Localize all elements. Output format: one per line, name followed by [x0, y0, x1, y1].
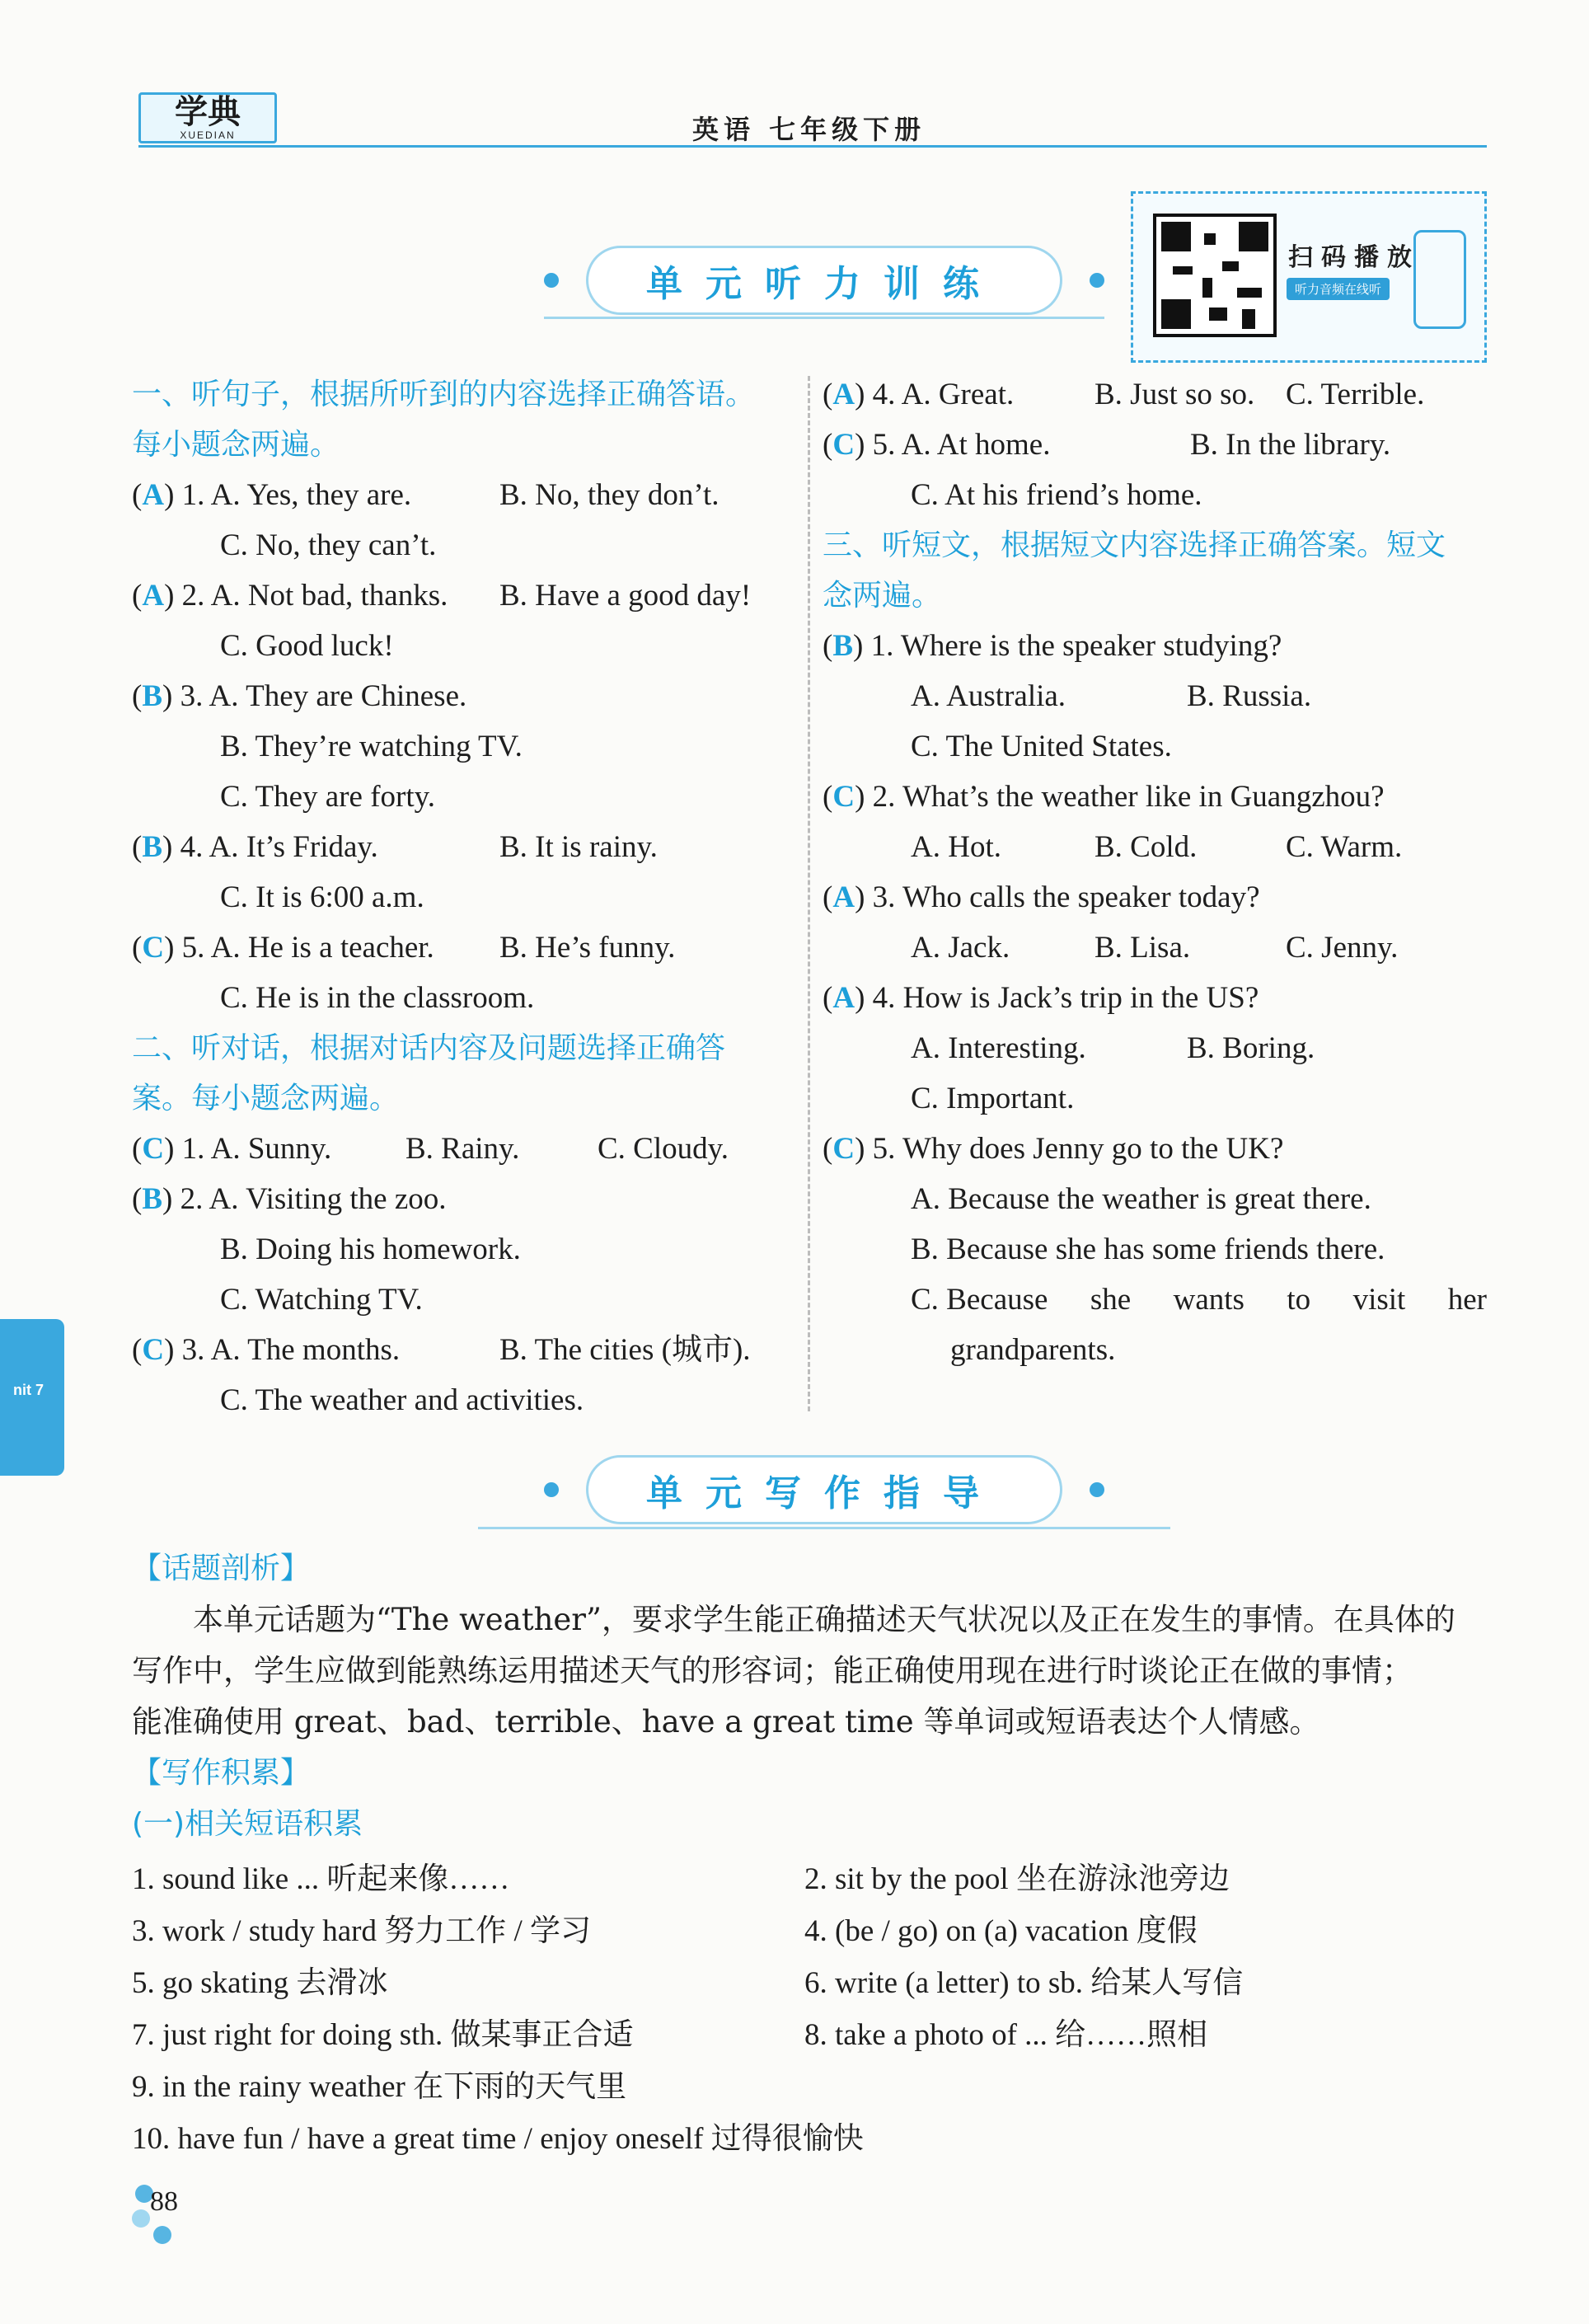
option-line: A. Jack. B. Lisa. C. Jenny. [911, 931, 1399, 965]
option-line: A. Australia. B. Russia. [911, 679, 1312, 713]
qr-code-icon[interactable] [1153, 214, 1277, 337]
phrase-item: 3. work / study hard 努力工作 / 学习 [132, 1914, 592, 1948]
banner-pill [586, 246, 1062, 315]
question-row: (C) 5. Why does Jenny go to the UK? [823, 1132, 1284, 1166]
option-line: C. The United States. [911, 730, 1172, 763]
question-row: (C) 2. What’s the weather like in Guangzhou? [823, 780, 1385, 814]
option-line: C. At his friend’s home. [911, 478, 1202, 512]
part3-heading: 三、听短文，根据短文内容选择正确答案。短文 [823, 528, 1446, 562]
option-line: A. Interesting. B. Boring. [911, 1031, 1315, 1065]
answer: C [832, 1132, 855, 1166]
option-line: C. They are forty. [220, 780, 435, 814]
option-line: C. The weather and activities. [220, 1383, 584, 1417]
option-line: B. They’re watching TV. [220, 730, 523, 763]
answer: A [832, 378, 855, 411]
topic-heading: 【话题剖析】 [132, 1552, 311, 1585]
question-row: (C) 1. A. Sunny. B. Rainy. C. Cloudy. [132, 1132, 729, 1166]
option-line: C. Because she wants to visit her [911, 1283, 1487, 1317]
topic-line: 本单元话题为“The weather”，要求学生能正确描述天气状况以及正在发生的事情。在具体的 [193, 1602, 1455, 1637]
question-row: (B) 3. A. They are Chinese. [132, 679, 467, 713]
option-line: grandparents. [950, 1333, 1116, 1367]
phrase-item: 10. have fun / have a great time / enjoy oneself 过得很愉快 [132, 2122, 864, 2156]
page-deco-icon [153, 2226, 171, 2244]
page-deco-icon [132, 2209, 150, 2228]
writing-banner [527, 1444, 1121, 1535]
unit-side-tab[interactable] [0, 1319, 64, 1476]
option-line: A. Because the weather is great there. [911, 1182, 1371, 1216]
answer: A [142, 478, 165, 512]
qr-label: 扫码播放 [1288, 243, 1420, 272]
phrase-item: 2. sit by the pool 坐在游泳池旁边 [804, 1862, 1230, 1896]
answer: A [832, 880, 855, 914]
logo-sub-text: XUEDIAN [180, 129, 236, 141]
topic-analysis [132, 1543, 1493, 1850]
question-row: (B) 4. A. It’s Friday. B. It is rainy. [132, 830, 658, 864]
part3-heading-cont: 念两遍。 [823, 579, 942, 613]
phrase-item: 6. write (a letter) to sb. 给某人写信 [804, 1966, 1244, 2000]
publisher-logo [138, 92, 277, 143]
listening-right-column [823, 369, 1490, 1375]
answer: C [142, 1333, 165, 1367]
option-line: B. Because she has some friends there. [911, 1232, 1385, 1266]
answer: C [832, 780, 855, 814]
logo-main-text: 学典 [175, 92, 241, 131]
unit-side-tab-label: nit 7 [13, 1382, 45, 1398]
option-line: A. Hot. B. Cold. C. Warm. [911, 830, 1403, 864]
answer: B [832, 629, 854, 663]
option-line: C. He is in the classroom. [220, 981, 535, 1015]
answer: C [832, 428, 855, 462]
question-row: (A) 3. Who calls the speaker today? [823, 880, 1260, 914]
part1-heading-cont: 每小题念两遍。 [132, 428, 340, 462]
part1-heading: 一、听句子，根据所听到的内容选择正确答语。 [132, 378, 756, 411]
option-line: C. Important. [911, 1082, 1075, 1115]
qr-audio-badge[interactable] [1131, 191, 1487, 363]
phrase-item: 7. just right for doing sth. 做某事正合适 [132, 2018, 634, 2052]
answer: A [832, 981, 855, 1015]
listening-banner-title: 单元听力训练 [646, 263, 1002, 305]
writing-banner-title: 单元写作指导 [646, 1472, 1002, 1514]
question-row: (B) 1. Where is the speaker studying? [823, 629, 1282, 663]
phrase-item: 4. (be / go) on (a) vacation 度假 [804, 1914, 1198, 1948]
question-row: (A) 4. How is Jack’s trip in the US? [823, 981, 1259, 1015]
qr-sublabel: 听力音频在线听 [1287, 278, 1390, 300]
option-line: B. Doing his homework. [220, 1232, 521, 1266]
option-line: C. It is 6:00 a.m. [220, 880, 424, 914]
phrases-heading: (一)相关短语积累 [132, 1807, 363, 1841]
answer: A [142, 579, 165, 613]
banner-left-dot [544, 273, 559, 288]
banner-pill [586, 1455, 1062, 1524]
question-row: (A) 2. A. Not bad, thanks. B. Have a good day! [132, 579, 752, 613]
question-row: (C) 5. A. He is a teacher. B. He’s funny. [132, 931, 676, 965]
question-row: (A) 4. A. Great. B. Just so so. C. Terrible. [823, 378, 1425, 411]
answer: B [142, 679, 163, 713]
phrase-item: 9. in the rainy weather 在下雨的天气里 [132, 2070, 627, 2104]
option-line: C. Good luck! [220, 629, 394, 663]
banner-right-dot [1090, 1482, 1104, 1497]
column-divider [808, 376, 810, 1411]
answer: B [142, 830, 163, 864]
listening-banner [527, 235, 1121, 326]
listening-left-column [132, 369, 799, 1425]
book-title: 英语 七年级下册 [692, 114, 926, 145]
answer: C [142, 931, 165, 965]
question-row: (C) 3. A. The months. B. The cities (城市). [132, 1333, 751, 1367]
phrase-item: 5. go skating 去滑冰 [132, 1966, 388, 2000]
question-row: (B) 2. A. Visiting the zoo. [132, 1182, 447, 1216]
option-line: C. No, they can’t. [220, 528, 437, 562]
banner-right-dot [1090, 273, 1104, 288]
answer: C [142, 1132, 165, 1166]
question-row: (A) 1. A. Yes, they are. B. No, they don’t. [132, 478, 720, 512]
topic-line: 能准确使用 great、bad、terrible、have a great time 等单词或短语表达个人情感。 [132, 1704, 1320, 1739]
topic-line: 写作中，学生应做到能熟练运用描述天气的形容词；能正确使用现在进行时谈论正在做的事情； [132, 1653, 1413, 1688]
question-row: (C) 5. A. At home. B. In the library. [823, 428, 1391, 462]
part2-heading-cont: 案。每小题念两遍。 [132, 1082, 400, 1115]
answer: B [142, 1182, 163, 1216]
option-line: C. Watching TV. [220, 1283, 423, 1317]
phrase-item: 1. sound like ... 听起来像…… [132, 1862, 510, 1896]
page-number: 88 [150, 2186, 178, 2217]
phrase-item: 8. take a photo of ... 给……照相 [804, 2018, 1208, 2052]
phone-hand-icon [1413, 230, 1466, 329]
part2-heading: 二、听对话，根据对话内容及问题选择正确答 [132, 1031, 726, 1065]
accumulation-heading: 【写作积累】 [132, 1756, 311, 1790]
banner-left-dot [544, 1482, 559, 1497]
